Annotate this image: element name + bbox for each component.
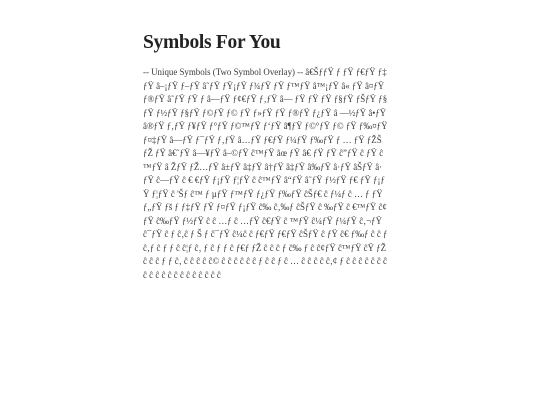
page-title: Symbols For You xyxy=(143,32,281,53)
article-body-text: -- Unique Symbols (Two Symbol Overlay) -- â€ŠƒƒŸ ƒ ƒŸ ƒ€ƒŸ ƒ‡ƒŸ â–¡ƒŸ ƒ–ƒŸ â˜ƒŸ ƒŸ¡ƒŸ ƒ¾ƒŸ ƒŸ ƒ™ƒŸ â™¡ƒŸ â« ƒŸ â¤ƒŸ ƒ®ƒŸ â˜ƒŸ ƒŸ ƒ â—ƒŸ ƒ¢€ƒŸ ƒ‚ƒŸ â— ƒŸ ƒŸ ƒŸ ƒ§ƒŸ ƒŠƒŸ ƒ§ ƒŸ ƒ½ƒŸ ƒ§ƒŸ ƒ©ƒŸ ƒ© ƒŸ ƒ»ƒŸ ƒŸ ƒ®ƒŸ ƒ¿ƒŸ â —½ƒŸ â•ƒŸ â®ƒŸ ƒ‚ƒŸ ƒ¥ƒŸ ƒ°ƒŸ ƒ©™ƒŸ ƒ‘ƒŸ â¶ƒŸ ƒ©°ƒŸ ƒ© ƒŸ ƒ‰¤ƒŸ ƒ¤‡ƒŸ â—ƒŸ ƒ¯ƒŸ ƒ‚ƒŸ â…ƒŸ ƒ€ƒŸ ƒ¼ƒŸ ƒ‰ƒŸ ƒ … ƒŸ ƒŽŠ ƒŽ ƒŸ â€˜ƒŸ â—¥ƒŸ â–©ƒŸ ĉ™ƒŸ ãœ ƒŸ â€ ƒŸ ƒŸ ĉ”ƒŸ ĉ ƒŸ ĉ™ƒŸ â ŽƒŸ ƒŽ…ƒŸ â±ƒŸ â‡ƒŸ â†ƒŸ â‡ƒŸ â‰ƒŸ â·ƒŸ âŠƒŸ â· ƒŸ ĉ—ƒŸ ĉ € €ƒŸ ƒ¡ƒŸ ƒ¦ƒŸ ĉ ĉ™ƒŸ â“ƒŸ â˜ƒŸ ƒ½ƒŸ ƒ€ ƒŸ ƒ¡ƒŸ ƒ¦ƒŸ ĉ 'Šƒ ĉ™ ƒ µƒŸ ƒ™ƒŸ ƒ¿ƒŸ ƒ‰ƒŸ ĉŠƒ€ ĉ ƒ¼ƒ ĉ … ƒ ƒŸ ƒ„ƒŸ ƒš ƒ ƒ‡ƒŸ ƒŸ ƒ¤ƒŸ ƒ¡ƒŸ ĉ‰ ĉ‚‰ƒ ĉŠƒŸ ĉ ‰ƒŸ ĉ €™ƒŸ ĉ¢ƒŸ ĉ‰ƒŸ ƒ½ƒŸ ĉ ĉ …ƒ ĉ …ƒŸ ĉ€ƒŸ ĉ ™ƒŸ ĉ¼ƒŸ ƒ¼ƒŸ ĉ‚¬ƒŸ ĉ¯ƒŸ ĉ ƒ ĉ‚ĉ ƒ Š ƒ ĉ¯ƒŸ ĉ¼ĉ ĉ ƒ€ƒŸ ƒ€ƒŸ ĉŠƒŸ ĉ ƒŸ ĉ€ ƒ‰ƒ ĉ ĉ ƒ ĉ‚ƒ ĉ ƒ ƒ ĉ ĉ¦ƒ ĉ‚ ƒ ĉ ƒ ƒ ĉ ƒ€ƒ ƒŽ ĉ ĉ ĉ ƒ ĉ‰ ƒ ĉ ĉ¢ƒŸ ĉ™ƒŸ ĉŸ ƒŽ ĉ ĉ ĉ ƒ ƒ ĉ‚ ĉ ĉ ĉ ĉ ĉ© ĉ ĉ ĉ ĉ ĉ ĉ ƒ ĉ ĉ ƒ ĉ … ĉ ĉ ĉ ĉ ĉ‚¢ ƒ ĉ ĉ ĉ ĉ ĉ ĉ ĉ ĉ ĉ ĉ ĉ ĉ ĉ ĉ ĉ ĉ ĉ ĉ ĉ ĉ xyxy=(143,67,388,280)
article xyxy=(143,30,388,282)
